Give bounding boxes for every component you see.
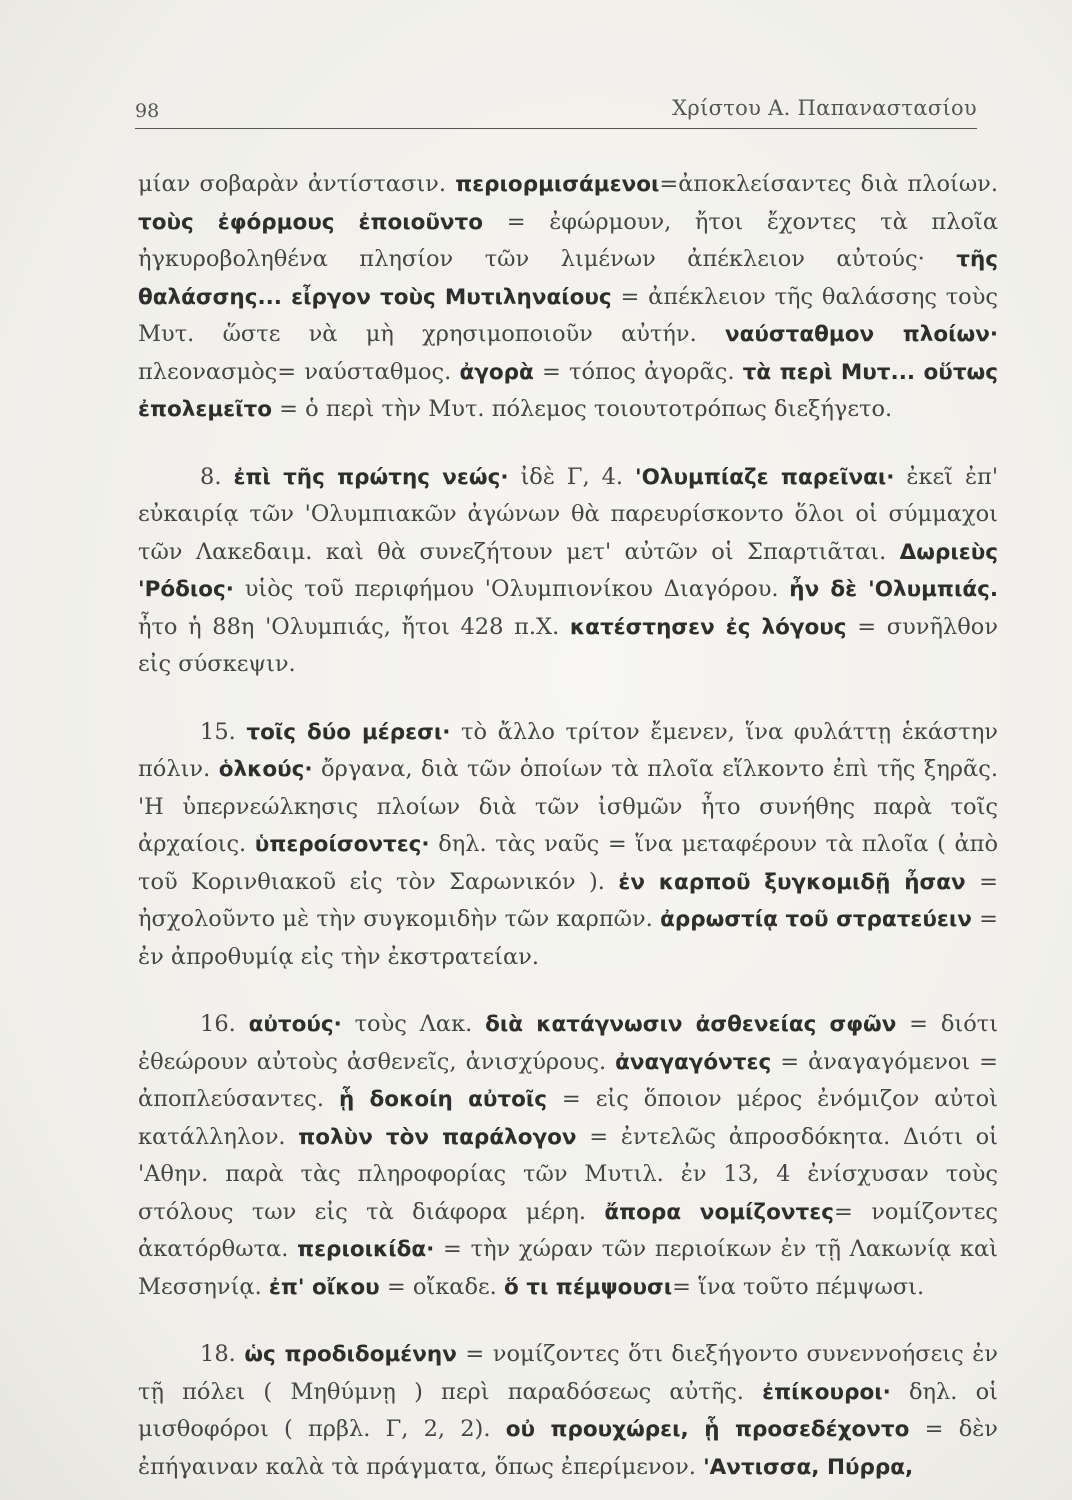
gloss-text: = ἀναγαγόμενοι = ἀποπλεύσαντες. xyxy=(138,1048,998,1112)
lemma-term: οὐ προυχώρει, xyxy=(505,1417,689,1442)
lemma-term: αὐτούς· xyxy=(248,1012,342,1037)
paragraph-section-15 xyxy=(138,714,998,977)
gloss-text: = ὁ περὶ τὴν Μυτ. πόλεμος τοιουτοτρόπως διεξήγετο. xyxy=(271,396,893,422)
gloss-text: = ἐντελῶς ἀπροσδόκητα. Διότι οἱ 'Αθην. παρὰ τὰς πληροφορίας τῶν Μυτιλ. ἐν 13, 4 ἐνίσχυσαν τοὺς στόλους των εἰς τὰ διάφορα μέρη. xyxy=(138,1123,999,1225)
paragraph-section-8 xyxy=(138,459,998,684)
paragraph-section-18 xyxy=(138,1336,998,1486)
lemma-term: ἐπ' οἴκου xyxy=(268,1274,380,1300)
gloss-text: = ἵνα τοῦτο πέμψωσι. xyxy=(672,1273,925,1300)
lemma-term: πολὺν τὸν παράλογον xyxy=(298,1124,577,1150)
lemma-term: ὅ τι πέμψουσι xyxy=(503,1274,673,1300)
lemma-term: 'Ολυμπίαζε παρεῖναι· xyxy=(635,464,895,490)
lemma-term: ἦν δὲ 'Ολυμπιάς. xyxy=(789,577,999,602)
lemma-term: ἐπίκουροι· xyxy=(762,1379,891,1405)
gloss-text: υἱὸς τοῦ περιφήμου 'Ολυμπιονίκου Διαγόρου. xyxy=(233,576,790,602)
lemma-term: ὑπεροίσοντες· xyxy=(254,832,430,857)
gloss-text: ἦτο ἡ 88η 'Ολυμπιάς, ἤτοι 428 π.Χ. xyxy=(138,613,570,640)
gloss-text: ὄργανα, διὰ τῶν ὁποίων τὰ πλοῖα εἵλκοντο ἐπὶ τῆς ξηρᾶς. 'Η ὑπερνεώλκησις πλοίων διὰ τῶν ἰσθμῶν ἦτο συνήθης παρὰ τοῖς ἀρχαίοις. xyxy=(138,756,998,857)
gloss-text: = ἀπέκλειον τῆς θαλάσσης τοὺς Μυτ. ὥστε νὰ μὴ χρησιμοποιοῦν αὐτήν. xyxy=(138,283,998,347)
lemma-term: ἀναγαγόντες xyxy=(615,1049,772,1075)
lemma-term: ᾗ δοκοίη αὐτοῖς xyxy=(338,1087,547,1112)
paragraph-section-16 xyxy=(138,1006,998,1306)
gloss-text: = οἴκαδε. xyxy=(379,1273,504,1300)
lemma-term: ἐπὶ τῆς πρώτης νεώς· xyxy=(233,464,509,490)
gloss-text: τοὺς Λακ. xyxy=(341,1011,486,1037)
running-head: Χρίστου Α. Παπαναστασίου xyxy=(672,96,977,120)
paragraph-continuation xyxy=(138,166,998,429)
lemma-term: διὰ κατάγνωσιν ἀσθενείας σφῶν xyxy=(485,1012,897,1037)
gloss-text: πλεονασμὸς= ναύσταθμος. xyxy=(138,358,460,385)
lemma-term: κατέστησεν ἐς λόγους xyxy=(569,614,847,640)
lemma-term: Δωριεὺς 'Ρόδιος· xyxy=(138,539,998,602)
page-number: 98 xyxy=(135,100,160,122)
gloss-text: ἰδὲ Γ, 4. xyxy=(508,463,636,490)
gloss-text: μίαν σοβαρὰν ἀντίστασιν. xyxy=(138,171,456,197)
gloss-text: = νομίζοντες ἀκατόρθωτα. xyxy=(138,1198,998,1262)
gloss-text: 15. xyxy=(200,718,247,745)
gloss-text: = ἐφώρμουν, ἤτοι ἔχοντες τὰ πλοῖα ἠγκυροβοληθένα πλησίον τῶν λιμένων ἀπέκλειον αὐτούς· xyxy=(138,208,999,272)
lemma-term: ἀγορὰ xyxy=(459,359,534,385)
gloss-text: 18. xyxy=(200,1341,245,1367)
lemma-term: τοὺς ἐφόρμους ἐποιοῦντο xyxy=(138,209,484,235)
lemma-term: περιορμισάμενοι xyxy=(455,172,660,197)
page-header xyxy=(135,80,977,129)
lemma-term: περιοικίδα· xyxy=(297,1237,435,1262)
gloss-text: = διότι ἐθεώρουν αὐτοὺς ἀσθενεῖς, ἀνισχύρους. xyxy=(138,1011,999,1075)
gloss-text: 16. xyxy=(200,1011,249,1037)
gloss-text: δηλ. τὰς ναῦς = ἵνα μεταφέρουν τὰ πλοῖα ( ἀπὸ τοῦ Κορινθιακοῦ εἰς τὸν Σαρωνικόν ). xyxy=(138,831,998,895)
lemma-term: τῆς θαλάσσης... εἶργον τοὺς Μυτιληναίους xyxy=(138,247,998,310)
lemma-term: τοῖς δύο μέρεσι· xyxy=(246,719,451,745)
lemma-term: ᾗ προσεδέχοντο xyxy=(688,1417,910,1442)
gloss-text: 8. xyxy=(200,463,234,490)
commentary-text xyxy=(138,166,998,1486)
lemma-term: τὰ περὶ Μυτ... οὕτως ἐπολεμεῖτο xyxy=(138,359,998,422)
gloss-text: ἐκεῖ ἐπ' εὐκαιρίᾳ τῶν 'Ολυμπιακῶν ἀγώνων θὰ παρευρίσκοντο ὅλοι οἱ σύμμαχοι τῶν Λακεδαιμ. καὶ θὰ συνεζήτουν μετ' αὐτῶν οἱ Σπαρτιᾶται. xyxy=(138,463,998,565)
gloss-text: = ἐν ἀπροθυμίᾳ εἰς τὴν ἐκστρατείαν. xyxy=(138,906,998,970)
gloss-text: = τὴν χώραν τῶν περιοίκων ἐν τῇ Λακωνίᾳ καὶ Μεσσηνίᾳ. xyxy=(138,1236,998,1300)
lemma-term: 'Αντισσα, Πύρρα, xyxy=(703,1454,914,1480)
lemma-term: ἀρρωστίᾳ τοῦ στρατεύειν xyxy=(660,907,972,932)
gloss-text: = νομίζοντες ὅτι διεξήγοντο συνεννοήσεις ἐν τῇ πόλει ( Μηθύμνῃ ) περὶ παραδόσεως αὐτῆς. xyxy=(138,1341,998,1405)
gloss-text: = συνῆλθον εἰς σύσκεψιν. xyxy=(138,613,998,677)
gloss-text: δηλ. οἱ μισθοφόροι ( πρβλ. Γ, 2, 2). xyxy=(138,1378,998,1442)
gloss-text: = ἠσχολοῦντο μὲ τὴν συγκομιδὴν τῶν καρπῶν. xyxy=(138,868,998,932)
gloss-text: =ἀποκλείσαντες διὰ πλοίων. xyxy=(659,171,998,197)
gloss-text: = τόπος ἀγορᾶς. xyxy=(533,358,743,385)
gloss-text: = εἰς ὅποιον μέρος ἐνόμιζον αὐτοὶ κατάλληλον. xyxy=(138,1086,998,1150)
lemma-term: ναύσταθμον πλοίων· xyxy=(724,322,999,347)
lemma-term: ὁλκούς· xyxy=(218,757,313,782)
gloss-text: = δὲν ἐπήγαιναν καλὰ τὰ πράγματα, ὅπως ἐπερίμενον. xyxy=(138,1416,998,1480)
lemma-term: ἐν καρποῦ ξυγκομιδῇ ἦσαν xyxy=(618,869,966,895)
lemma-term: ἄπορα νομίζοντες xyxy=(604,1199,834,1225)
lemma-term: ὡς προδιδομένην xyxy=(244,1342,457,1367)
gloss-text: τὸ ἄλλο τρίτον ἔμενεν, ἵνα φυλάττῃ ἑκάστην πόλιν. xyxy=(138,718,998,782)
